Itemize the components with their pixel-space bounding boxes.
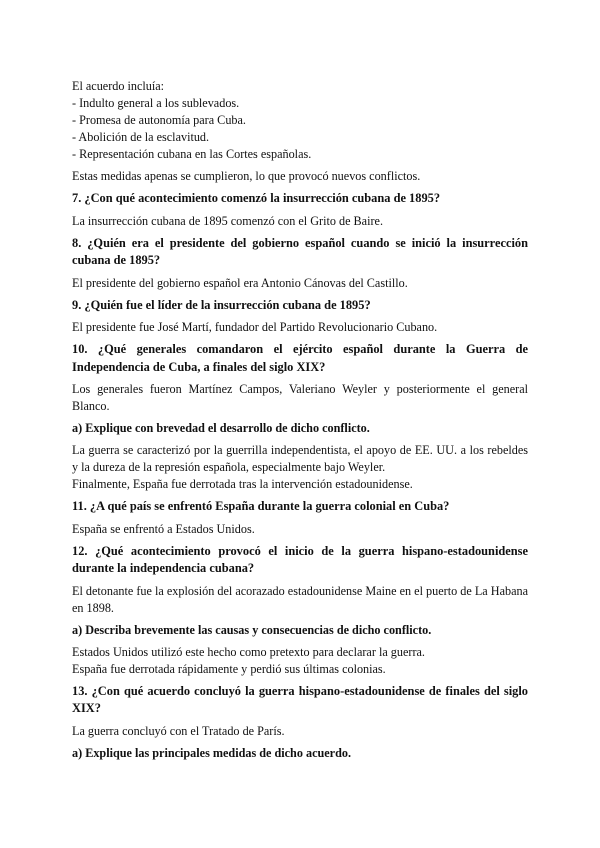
intro-closing: Estas medidas apenas se cumplieron, lo que provocó nuevos conflictos. [72, 169, 421, 183]
question-12: 12. ¿Qué acontecimiento provocó el inicio de la guerra hispano-estadounidense durante la independencia cubana? [72, 543, 528, 575]
document-page [72, 78, 528, 762]
question-11: 11. ¿A qué país se enfrentó España durante la guerra colonial en Cuba? [72, 499, 450, 513]
list-item: - Abolición de la esclavitud. [72, 130, 210, 144]
answer-7: La insurrección cubana de 1895 comenzó con el Grito de Baire. [72, 213, 383, 228]
answer-9: El presidente fue José Martí, fundador del Partido Revolucionario Cubano. [72, 320, 438, 334]
intro-lead: El acuerdo incluía: [72, 79, 165, 93]
sub-question-13a: a) Explique las principales medidas de dicho acuerdo. [72, 745, 351, 760]
answer-10: Los generales fueron Martínez Campos, Valeriano Weyler y posteriormente el general Blanco. [72, 382, 528, 413]
question-9: 9. ¿Quién fue el líder de la insurrección cubana de 1895? [72, 297, 371, 312]
list-item: - Indulto general a los sublevados. [72, 96, 240, 110]
measures-list [72, 95, 528, 163]
answer-11: España se enfrentó a Estados Unidos. [72, 521, 255, 536]
sub-answer-12a-1: Estados Unidos utilizó este hecho como pretexto para declarar la guerra. [72, 644, 425, 659]
list-item: - Promesa de autonomía para Cuba. [72, 113, 246, 127]
question-10: 10. ¿Qué generales comandaron el ejército español durante la Guerra de Independencia de Cuba, a finales del siglo XIX? [72, 342, 528, 374]
list-item: - Representación cubana en las Cortes españolas. [72, 147, 312, 161]
answer-12: El detonante fue la explosión del acorazado estadounidense Maine en el puerto de La Habana en 1898. [72, 583, 528, 615]
question-7: 7. ¿Con qué acontecimiento comenzó la insurrección cubana de 1895? [72, 191, 441, 205]
question-13: 13. ¿Con qué acuerdo concluyó la guerra hispano-estadounidense de finales del siglo XIX? [72, 683, 528, 715]
sub-answer-10a-2: Finalmente, España fue derrotada tras la intervención estadounidense. [72, 477, 413, 491]
answer-8: El presidente del gobierno español era Antonio Cánovas del Castillo. [72, 275, 408, 290]
sub-answer-10a-1: La guerra se caracterizó por la guerrilla independentista, el apoyo de EE. UU. a los rebeldes y la dureza de la represión española, especialmente bajo Weyler. [72, 443, 528, 474]
question-8: 8. ¿Quién era el presidente del gobierno español cuando se inició la insurrección cubana de 1895? [72, 235, 528, 267]
sub-answer-12a-2: España fue derrotada rápidamente y perdió sus últimas colonias. [72, 661, 386, 676]
sub-question-10a: a) Explique con brevedad el desarrollo de dicho conflicto. [72, 421, 370, 435]
answer-13: La guerra concluyó con el Tratado de París. [72, 723, 285, 738]
sub-question-12a: a) Describa brevemente las causas y consecuencias de dicho conflicto. [72, 622, 432, 637]
